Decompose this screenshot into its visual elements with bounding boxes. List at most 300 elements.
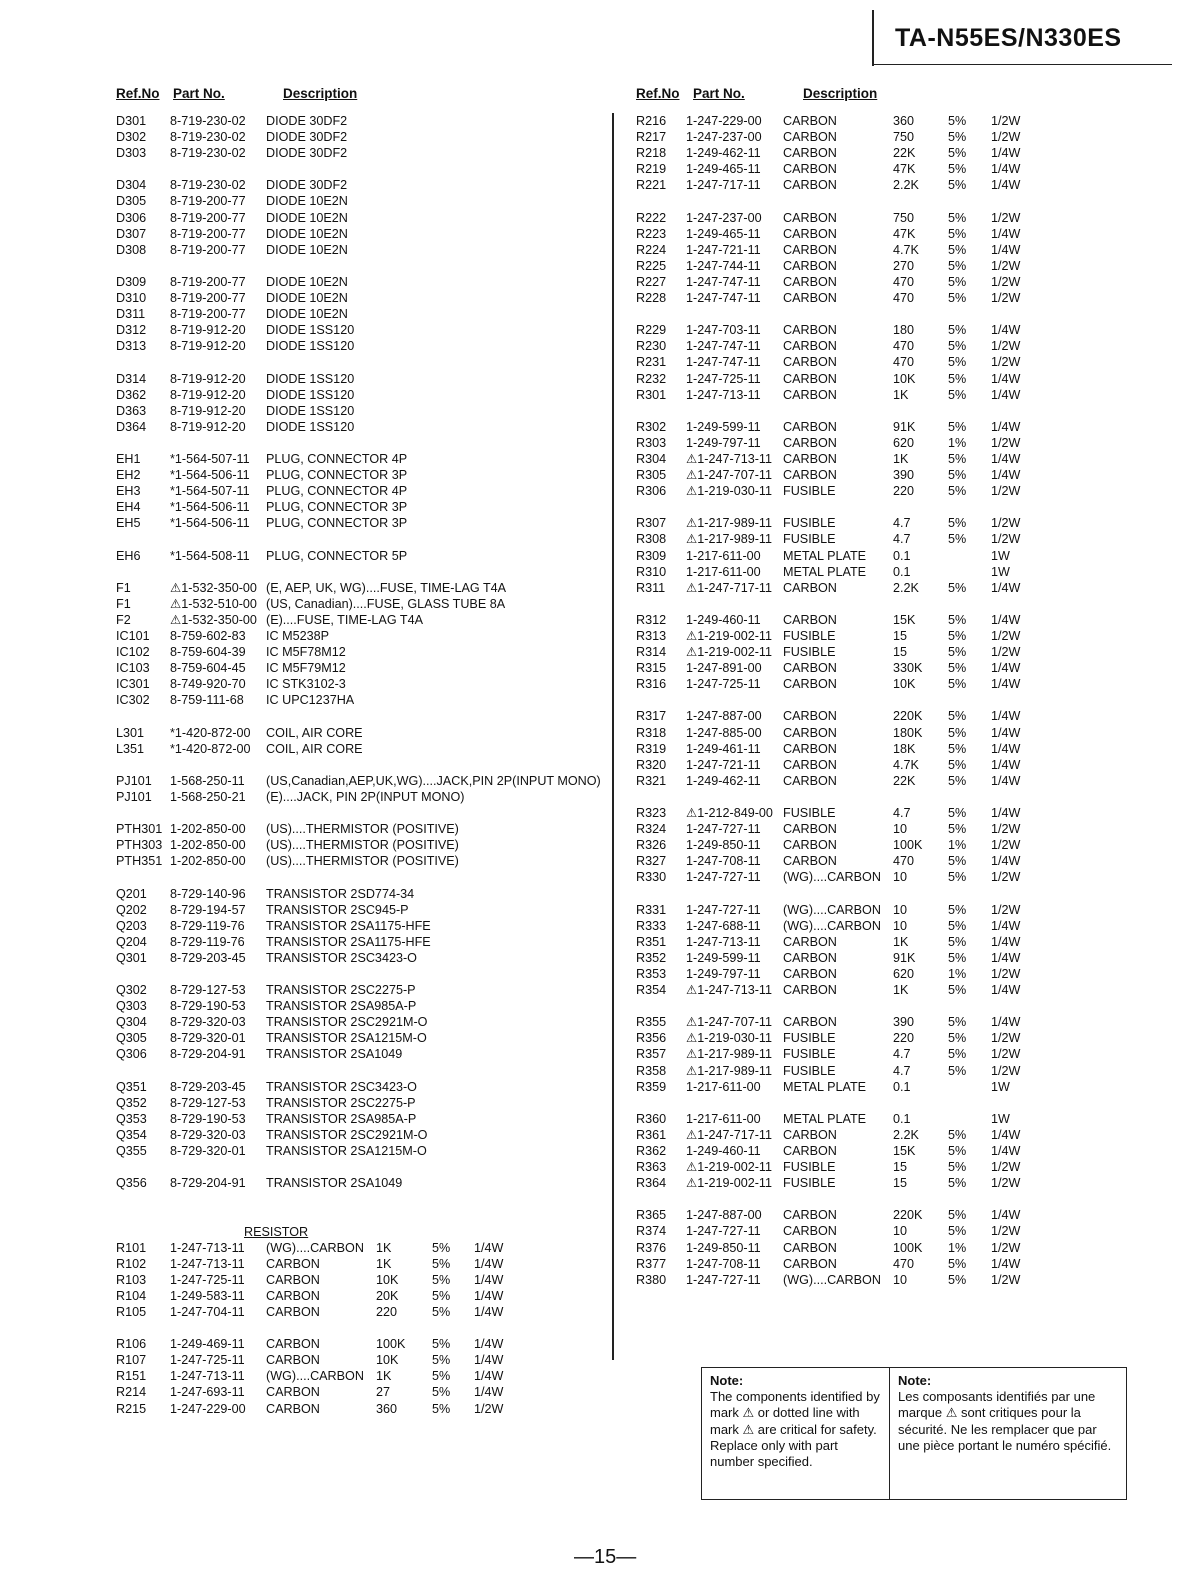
table-row (116, 419, 606, 435)
description: DIODE 10E2N (266, 274, 348, 289)
rating: 1/4W (991, 1127, 1021, 1142)
description: CARBON (783, 226, 837, 241)
ref-no: Q352 (116, 1095, 147, 1110)
description: DIODE 1SS120 (266, 387, 355, 402)
table-row (116, 773, 606, 789)
spacer-row (116, 435, 606, 451)
description: CARBON (783, 757, 837, 772)
desc-header: Description (803, 86, 878, 101)
value: 1K (893, 983, 909, 998)
tolerance: 5% (948, 1047, 967, 1062)
part-no: 8-719-200-77 (170, 291, 246, 306)
table-row (116, 1240, 606, 1256)
note-french (890, 1368, 1126, 1499)
ref-no: R357 (636, 1047, 667, 1062)
table-row (636, 1014, 1056, 1030)
value: 47K (893, 162, 916, 177)
table-row (116, 1095, 606, 1111)
description: (WG)....CARBON (266, 1369, 364, 1384)
table-row (116, 242, 606, 258)
part-no: 8-729-204-91 (170, 1047, 246, 1062)
tolerance: 5% (948, 757, 967, 772)
value: 18K (893, 741, 916, 756)
description: CARBON (783, 1224, 837, 1239)
ref-no: R321 (636, 773, 667, 788)
part-no: 1-249-850-11 (686, 1240, 761, 1255)
value: 180 (893, 323, 915, 338)
spacer-row (116, 1063, 606, 1079)
description: DIODE 10E2N (266, 210, 348, 225)
description: CARBON (783, 242, 837, 257)
spacer-row (116, 1223, 606, 1239)
description: IC M5238P (266, 629, 329, 643)
part-no: 8-719-230-02 (170, 146, 246, 161)
description: TRANSISTOR 2SC2275-P (266, 983, 416, 998)
tolerance: 5% (948, 451, 967, 466)
value: 10 (893, 902, 908, 917)
description: PLUG, CONNECTOR 4P (266, 484, 408, 499)
description: CARBON (783, 291, 837, 306)
part-no: 1-249-797-11 (686, 435, 761, 450)
value: 470 (893, 1256, 915, 1271)
description: CARBON (783, 983, 837, 998)
ref-no: R229 (636, 323, 667, 338)
value: 10 (893, 918, 908, 933)
part-no: ⚠1-247-713-11 (686, 983, 772, 998)
part-no: 8-729-119-76 (170, 918, 245, 933)
value: 10K (376, 1272, 399, 1287)
ref-no: R362 (636, 1144, 667, 1158)
part-no: 1-217-611-00 (686, 548, 761, 563)
ref-no: F1 (116, 596, 131, 611)
part-no: 1-247-717-11 (686, 178, 761, 193)
part-no: 1-247-229-00 (686, 114, 762, 128)
table-row (116, 403, 606, 419)
ref-no: IC103 (116, 661, 150, 676)
tolerance: 1% (948, 1240, 967, 1255)
part-no: ⚠1-212-849-00 (686, 806, 773, 821)
spacer-row (636, 1095, 1056, 1111)
tolerance: 5% (948, 419, 967, 434)
tolerance: 1% (948, 435, 967, 450)
description: FUSIBLE (783, 806, 836, 821)
part-no: 8-729-194-57 (170, 902, 246, 917)
value: 750 (893, 210, 915, 225)
ref-no: D303 (116, 146, 147, 161)
description: PLUG, CONNECTOR 3P (266, 516, 408, 531)
tolerance: 5% (948, 484, 967, 499)
ref-no: R331 (636, 902, 667, 917)
value: 4.7 (893, 806, 911, 821)
description: (WG)....CARBON (783, 870, 881, 885)
table-row (116, 1143, 606, 1159)
ref-no: D314 (116, 371, 147, 386)
rating: 1/2W (991, 966, 1021, 981)
rating: 1/4W (991, 1208, 1021, 1223)
rating: 1/2W (991, 339, 1021, 354)
table-row (116, 1272, 606, 1288)
description: CARBON (783, 966, 837, 981)
table-row (116, 1352, 606, 1368)
tolerance: 5% (948, 983, 967, 998)
ref-no: R313 (636, 629, 667, 643)
tolerance: 5% (948, 178, 967, 193)
value: 47K (893, 226, 916, 241)
part-no: 1-249-460-11 (686, 1144, 761, 1158)
part-no: ⚠1-247-717-11 (686, 1127, 772, 1142)
table-row (116, 998, 606, 1014)
ref-no: R326 (636, 838, 667, 853)
description: CARBON (783, 709, 837, 724)
description: FUSIBLE (783, 629, 836, 643)
value: 1K (376, 1256, 392, 1271)
part-no: 1-247-747-11 (686, 355, 761, 370)
ref-no: R223 (636, 226, 667, 241)
value: 15 (893, 1160, 908, 1175)
rating: 1/4W (991, 950, 1021, 965)
rating: 1/2W (991, 435, 1021, 450)
part-no: 1-249-461-11 (686, 741, 761, 756)
ref-header: Ref.No (636, 86, 680, 101)
tolerance: 5% (948, 661, 967, 676)
part-no: 1-247-708-11 (686, 1256, 761, 1271)
ref-no: R216 (636, 114, 667, 128)
tolerance: 5% (948, 1144, 967, 1158)
description: CARBON (783, 451, 837, 466)
table-row (116, 1288, 606, 1304)
description: CARBON (783, 661, 837, 676)
description: COIL, AIR CORE (266, 725, 363, 740)
part-header: Part No. (173, 86, 225, 101)
part-no: 1-247-727-11 (686, 870, 761, 885)
ref-no: Q305 (116, 1031, 147, 1046)
tolerance: 5% (432, 1369, 451, 1384)
description: CARBON (783, 210, 837, 225)
value: 470 (893, 274, 915, 289)
value: 220K (893, 1208, 923, 1223)
part-no: 1-247-747-11 (686, 274, 761, 289)
tolerance: 5% (948, 725, 967, 740)
part-no: 1-247-725-11 (170, 1353, 245, 1368)
ref-no: Q356 (116, 1176, 147, 1191)
rating: 1/2W (991, 1160, 1021, 1175)
part-no: 8-719-912-20 (170, 371, 246, 386)
table-row (636, 161, 1056, 177)
tolerance: 5% (948, 1176, 967, 1191)
value: 0.1 (893, 564, 911, 579)
rating: 1/4W (991, 468, 1021, 483)
rating: 1/2W (991, 822, 1021, 837)
ref-no: R317 (636, 709, 667, 724)
table-row (116, 322, 606, 338)
ref-no: D301 (116, 114, 147, 128)
ref-no: R214 (116, 1385, 147, 1400)
description: PLUG, CONNECTOR 4P (266, 451, 408, 466)
header-rule-vertical (872, 10, 874, 66)
part-no: 1-249-460-11 (686, 612, 761, 627)
description: CARBON (783, 339, 837, 354)
table-row (636, 451, 1056, 467)
desc-header: Description (283, 86, 358, 101)
part-no: 1-249-462-11 (686, 146, 761, 161)
part-no: 8-719-200-77 (170, 242, 246, 257)
tolerance: 5% (948, 806, 967, 821)
rating: 1/4W (991, 387, 1021, 402)
part-no: *1-420-872-00 (170, 725, 251, 740)
part-no: ⚠1-217-989-11 (686, 1063, 772, 1078)
tolerance: 5% (948, 934, 967, 949)
part-no: 1-247-704-11 (170, 1304, 245, 1319)
ref-no: R102 (116, 1256, 147, 1271)
ref-no: F1 (116, 580, 131, 595)
ref-no: EH1 (116, 451, 141, 466)
value: 1K (893, 387, 909, 402)
description: METAL PLATE (783, 564, 867, 579)
ref-no: R364 (636, 1176, 667, 1191)
tolerance: 5% (948, 629, 967, 643)
rating: 1/4W (474, 1369, 504, 1384)
description: DIODE 10E2N (266, 291, 348, 306)
ref-no: R303 (636, 435, 667, 450)
part-no: *1-564-507-11 (170, 451, 250, 466)
description: DIODE 30DF2 (266, 178, 348, 193)
spacer-row (636, 403, 1056, 419)
description: (US)....THERMISTOR (POSITIVE) (266, 822, 459, 837)
part-no: 1-217-611-00 (686, 564, 761, 579)
part-no: 1-247-713-11 (170, 1256, 245, 1271)
description: (US)....THERMISTOR (POSITIVE) (266, 838, 459, 853)
description: CARBON (783, 934, 837, 949)
description: IC M5F79M12 (266, 661, 346, 676)
rating: 1/4W (991, 661, 1021, 676)
part-no: 8-729-320-03 (170, 1015, 246, 1030)
description: CARBON (783, 114, 837, 128)
part-no: *1-564-506-11 (170, 516, 250, 531)
table-row (116, 290, 606, 306)
ref-no: L301 (116, 725, 145, 740)
spacer-row (636, 499, 1056, 515)
ref-no: Q301 (116, 950, 147, 965)
rating: 1/4W (991, 323, 1021, 338)
table-row (116, 113, 606, 129)
table-row (636, 837, 1056, 853)
description: TRANSISTOR 2SA985A-P (266, 1111, 417, 1126)
part-no: ⚠1-247-707-11 (686, 468, 772, 483)
part-no: 1-247-713-11 (170, 1369, 245, 1384)
table-row (636, 982, 1056, 998)
spacer-row (116, 1159, 606, 1175)
description: CARBON (783, 387, 837, 402)
ref-no: R103 (116, 1272, 147, 1287)
description: (US)....THERMISTOR (POSITIVE) (266, 854, 459, 869)
tolerance: 5% (432, 1337, 451, 1352)
tolerance: 5% (948, 822, 967, 837)
table-row (116, 1368, 606, 1384)
value: 620 (893, 435, 915, 450)
table-row (636, 548, 1056, 564)
tolerance: 5% (948, 1160, 967, 1175)
spacer-row (636, 998, 1056, 1014)
ref-no: Q302 (116, 983, 147, 998)
part-no: 1-568-250-21 (170, 789, 246, 804)
part-no: ⚠1-532-350-00 (170, 580, 257, 595)
tolerance: 5% (948, 580, 967, 595)
table-row (636, 387, 1056, 403)
rating: 1/4W (991, 580, 1021, 595)
model-title: TA-N55ES/N330ES (895, 24, 1122, 52)
table-row (116, 1111, 606, 1127)
description: DIODE 1SS120 (266, 371, 355, 386)
rating: 1/4W (991, 371, 1021, 386)
tolerance: 5% (948, 1031, 967, 1046)
table-row (116, 644, 606, 660)
rating: 1/2W (991, 1063, 1021, 1078)
description: (E, AEP, UK, WG)....FUSE, TIME-LAG T4A (266, 580, 507, 595)
part-no: 1-247-725-11 (686, 371, 761, 386)
table-row (636, 821, 1056, 837)
tolerance: 5% (948, 612, 967, 627)
table-row (636, 226, 1056, 242)
description: DIODE 10E2N (266, 194, 348, 209)
spacer-row (116, 1320, 606, 1336)
value: 390 (893, 468, 915, 483)
table-row (116, 177, 606, 193)
value: 22K (893, 146, 916, 161)
part-no: 1-202-850-00 (170, 854, 246, 869)
description: (WG)....CARBON (266, 1240, 364, 1255)
ref-no: R327 (636, 854, 667, 869)
ref-no: R355 (636, 1015, 667, 1030)
part-no: ⚠1-217-989-11 (686, 516, 772, 531)
rating: 1/4W (991, 226, 1021, 241)
rating: 1/4W (991, 677, 1021, 692)
table-row (116, 902, 606, 918)
table-row (636, 483, 1056, 499)
rating: 1/4W (474, 1304, 504, 1319)
ref-no: R308 (636, 532, 667, 547)
tolerance: 5% (948, 355, 967, 370)
value: 220 (376, 1304, 398, 1319)
rating: 1/4W (991, 419, 1021, 434)
part-no: 1-568-250-11 (170, 773, 245, 788)
table-row (116, 274, 606, 290)
description: TRANSISTOR 2SA1215M-O (266, 1031, 427, 1046)
tolerance: 5% (948, 146, 967, 161)
ref-no: Q306 (116, 1047, 147, 1062)
ref-no: D309 (116, 274, 147, 289)
value: 15 (893, 1176, 908, 1191)
table-row (116, 306, 606, 322)
table-row (636, 612, 1056, 628)
description: CARBON (266, 1272, 320, 1287)
tolerance: 5% (948, 870, 967, 885)
ref-no: R374 (636, 1224, 667, 1239)
rating: 1/4W (991, 983, 1021, 998)
rating: 1/2W (991, 1031, 1021, 1046)
value: 10K (376, 1353, 399, 1368)
part-no: ⚠1-247-707-11 (686, 1015, 772, 1030)
part-no: 1-249-465-11 (686, 226, 761, 241)
tolerance: 5% (948, 162, 967, 177)
value: 180K (893, 725, 923, 740)
ref-no: R225 (636, 258, 667, 273)
table-row (636, 467, 1056, 483)
part-no: 8-729-127-53 (170, 983, 246, 998)
description: PLUG, CONNECTOR 3P (266, 500, 408, 515)
spacer-row (116, 354, 606, 370)
description: CARBON (783, 130, 837, 145)
ref-no: R354 (636, 983, 667, 998)
tolerance: 5% (432, 1272, 451, 1287)
ref-no: R323 (636, 806, 667, 821)
ref-no: R105 (116, 1304, 147, 1319)
rating: 1/4W (991, 162, 1021, 177)
value: 0.1 (893, 1079, 911, 1094)
description: (US,Canadian,AEP,UK,WG)....JACK,PIN 2P(INPUT MONO) (266, 773, 601, 788)
part-no: ⚠1-219-030-11 (686, 1031, 772, 1046)
value: 220 (893, 484, 915, 499)
value: 10K (893, 677, 916, 692)
description: TRANSISTOR 2SA1215M-O (266, 1144, 427, 1158)
description: CARBON (266, 1337, 320, 1352)
rating: 1/2W (991, 516, 1021, 531)
spacer-row (116, 161, 606, 177)
ref-no: Q351 (116, 1079, 147, 1094)
part-no: 1-249-583-11 (170, 1288, 245, 1303)
description: CARBON (783, 580, 837, 595)
tolerance: 5% (948, 274, 967, 289)
part-no: 1-217-611-00 (686, 1111, 761, 1126)
ref-no: D362 (116, 387, 147, 402)
ref-no: EH3 (116, 484, 141, 499)
part-no: 1-247-727-11 (686, 1272, 761, 1287)
description: FUSIBLE (783, 1160, 836, 1175)
note-title-fr: Note: (898, 1373, 932, 1388)
value: 470 (893, 854, 915, 869)
ref-no: IC101 (116, 629, 150, 643)
table-row (116, 1127, 606, 1143)
rating: 1/4W (991, 757, 1021, 772)
ref-no: D304 (116, 178, 147, 193)
table-row (636, 1063, 1056, 1079)
description: (E)....JACK, PIN 2P(INPUT MONO) (266, 789, 465, 804)
part-no: ⚠1-247-717-11 (686, 580, 772, 595)
part-no: 8-719-200-77 (170, 226, 246, 241)
description: FUSIBLE (783, 1176, 836, 1191)
table-row (636, 934, 1056, 950)
table-row (116, 837, 606, 853)
table-row (636, 338, 1056, 354)
spacer-row (116, 531, 606, 547)
ref-no: Q202 (116, 902, 147, 917)
rating: 1/4W (474, 1337, 504, 1352)
description: CARBON (783, 741, 837, 756)
value: 620 (893, 966, 915, 981)
spacer-row (116, 757, 606, 773)
ref-no: R380 (636, 1272, 667, 1287)
description: DIODE 1SS120 (266, 403, 355, 418)
ref-no: R215 (116, 1401, 147, 1416)
ref-no: Q204 (116, 934, 147, 949)
tolerance: 5% (432, 1240, 451, 1255)
ref-no: R224 (636, 242, 667, 257)
description: TRANSISTOR 2SC3423-O (266, 1079, 417, 1094)
ref-no: IC301 (116, 677, 150, 692)
rating: 1W (991, 564, 1010, 579)
tolerance: 5% (948, 242, 967, 257)
ref-no: IC102 (116, 645, 150, 660)
description: CARBON (783, 468, 837, 483)
